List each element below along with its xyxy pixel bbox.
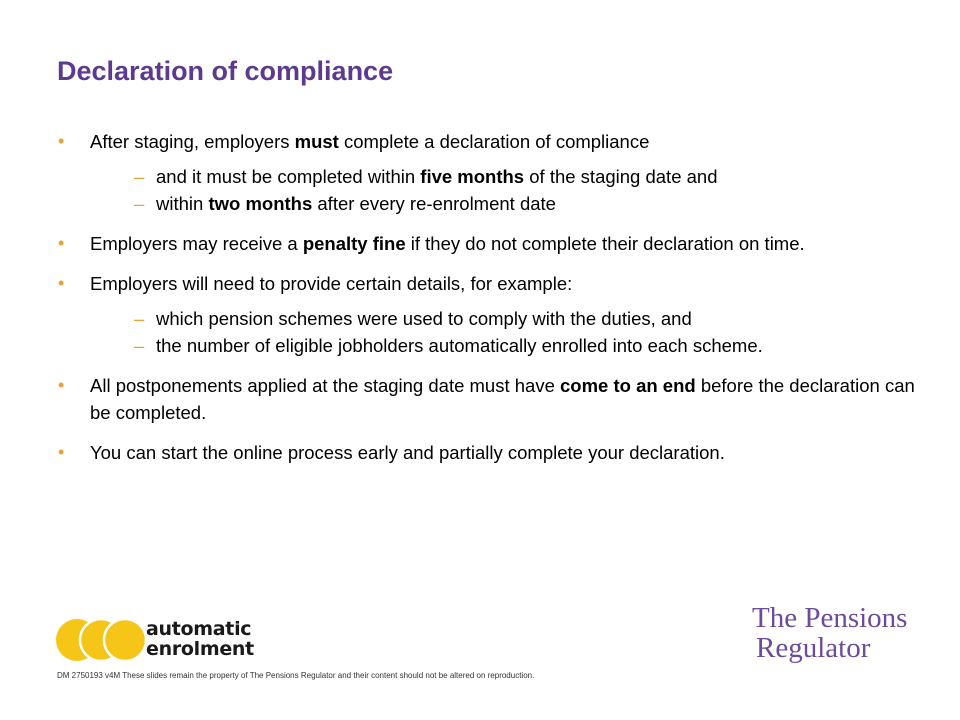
text-run: After staging, employers <box>90 131 295 152</box>
text-run: after every re-enrolment date <box>312 193 556 214</box>
bold-text: must <box>294 131 339 152</box>
bullet-text <box>90 270 937 297</box>
dash-icon: – <box>134 166 145 187</box>
sub-bullet-item <box>90 305 937 332</box>
bullet-icon: • <box>58 375 65 395</box>
the-pensions-regulator-logo <box>752 603 907 663</box>
bullet-text <box>90 439 937 466</box>
bullet-item <box>57 128 937 217</box>
tpr-logo-line1: The Pensions <box>752 602 908 634</box>
text-run: Employers will need to provide certain details, for example: <box>90 273 573 294</box>
text-run: within <box>156 193 209 214</box>
text-run: You can start the online process early and partially complete your declaration. <box>90 442 725 463</box>
bullet-text <box>90 372 937 426</box>
sub-bullet-item <box>90 163 937 190</box>
footer-note: DM 2750193 v4M These slides remain the property of The Pensions Regulator and their content should not be altered on reproduction. <box>57 671 535 680</box>
ae-logo-line1: automatic <box>146 618 252 640</box>
text-run: the number of eligible jobholders automatically enrolled into each scheme. <box>156 335 763 356</box>
text-run: before the declaration can be completed. <box>90 375 915 423</box>
dash-icon: – <box>134 335 145 356</box>
sub-bullet-item <box>90 332 937 359</box>
bullet-icon: • <box>58 442 65 462</box>
bullet-text <box>90 128 937 155</box>
text-run: and it must be completed within <box>156 166 421 187</box>
bullet-icon: • <box>58 131 65 151</box>
text-run: of the staging date and <box>524 166 718 187</box>
dash-icon: – <box>134 193 145 214</box>
text-run: if they do not complete their declaration on time. <box>405 233 805 254</box>
bullet-list <box>57 128 937 479</box>
bullet-icon: • <box>58 233 65 253</box>
bullet-text <box>90 230 937 257</box>
automatic-enrolment-logo-text <box>146 619 254 659</box>
bold-text: five months <box>420 166 525 187</box>
tpr-logo-line2: Regulator <box>756 632 871 664</box>
bold-text: penalty fine <box>302 233 406 254</box>
sub-bullet-item <box>90 190 937 217</box>
bullet-item <box>57 230 937 257</box>
text-run: All postponements applied at the staging date must have <box>90 375 560 396</box>
bold-text: come to an end <box>560 375 696 396</box>
bullet-item <box>57 439 937 466</box>
bullet-icon: • <box>58 273 65 293</box>
dash-icon: – <box>134 308 145 329</box>
bullet-item <box>57 270 937 359</box>
text-run: Employers may receive a <box>90 233 303 254</box>
sub-bullet-list <box>90 305 937 359</box>
sub-bullet-list <box>90 163 937 217</box>
bullet-item <box>57 372 937 426</box>
text-run: complete a declaration of compliance <box>338 131 650 152</box>
slide-title: Declaration of compliance <box>57 56 394 86</box>
ae-logo-line2: enrolment <box>146 638 254 660</box>
bold-text: two months <box>208 193 313 214</box>
text-run: which pension schemes were used to comply with the duties, and <box>156 308 692 329</box>
